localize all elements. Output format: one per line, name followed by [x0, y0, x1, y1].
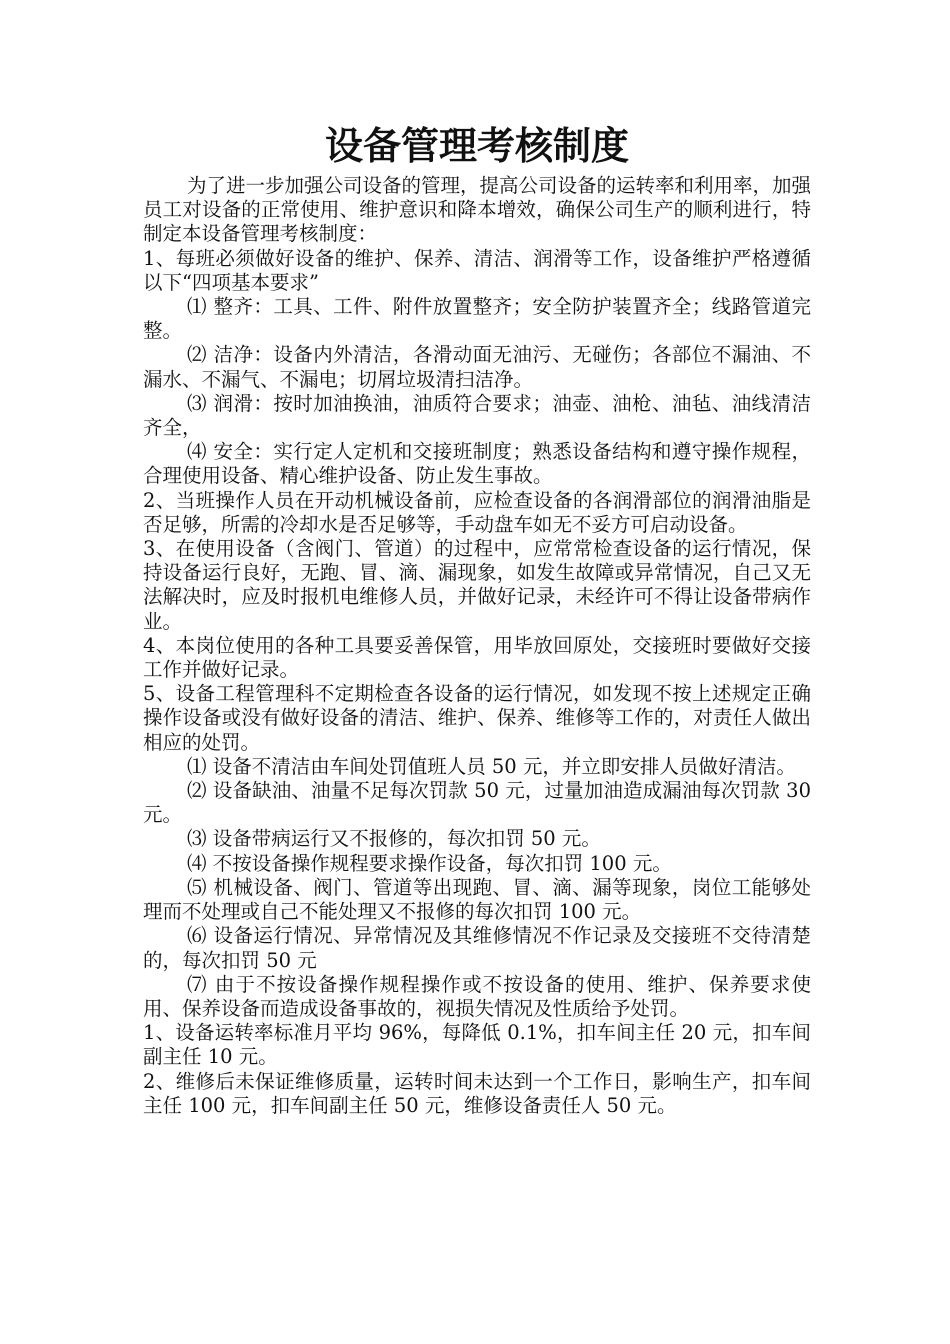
rule-1-paragraph: 1、每班必须做好设备的维护、保养、清洁、润滑等工作，设备维护严格遵循以下“四项基本要求” [143, 246, 811, 294]
requirement-2-paragraph: ⑵ 洁净：设备内外清洁，各滑动面无油污、无碰伤；各部位不漏油、不漏水、不漏气、不漏电；切屑垃圾清扫洁净。 [143, 343, 811, 391]
intro-paragraph: 为了进一步加强公司设备的管理，提高公司设备的运转率和利用率，加强员工对设备的正常使用、维护意识和降本增效，确保公司生产的顺利进行，特制定本设备管理考核制度： [143, 174, 812, 246]
maintenance-quality-paragraph: 2、维修后未保证维修质量，运转时间未达到一个工作日，影响生产，扣车间主任 100 元，扣车间副主任 50 元，维修设备责任人 50 元。 [143, 1069, 811, 1117]
penalty-6-paragraph: ⑹ 设备运行情况、异常情况及其维修情况不作记录及交接班不交待清楚的，每次扣罚 50 元 [143, 924, 811, 972]
rule-4-paragraph: 4、本岗位使用的各种工具要妥善保管，用毕放回原处，交接班时要做好交接工作并做好记录。 [143, 633, 811, 682]
requirement-3-paragraph: ⑶ 润滑：按时加油换油，油质符合要求；油壶、油枪、油毡、油线清洁齐全， [143, 391, 811, 440]
penalty-3-paragraph: ⑶ 设备带病运行又不报修的，每次扣罚 50 元。 [187, 827, 601, 851]
rule-5-paragraph: 5、设备工程管理科不定期检查各设备的运行情况，如发现不按上述规定正确操作设备或没有做好设备的清洁、维护、保养、维修等工作的，对责任人做出相应的处罚。 [143, 682, 811, 754]
penalty-1-paragraph: ⑴ 设备不清洁由车间处罚值班人员 50 元，并立即安排人员做好清洁。 [187, 754, 796, 778]
penalty-5-paragraph: ⑸ 机械设备、阀门、管道等出现跑、冒、滴、漏等现象，岗位工能够处理而不处理或自己不能处理又不报修的每次扣罚 100 元。 [143, 875, 811, 924]
penalty-2-paragraph: ⑵ 设备缺油、油量不足每次罚款 50 元，过量加油造成漏油每次罚款 30 元。 [143, 779, 811, 827]
requirement-1-paragraph: ⑴ 整齐：工具、工件、附件放置整齐；安全防护装置齐全；线路管道完整。 [143, 295, 811, 343]
penalty-4-paragraph: ⑷ 不按设备操作规程要求操作设备，每次扣罚 100 元。 [187, 851, 672, 875]
rule-3-paragraph: 3、在使用设备（含阀门、管道）的过程中，应常常检查设备的运行情况，保持设备运行良好，无跑、冒、滴、漏现象，如发生故障或异常情况，自己又无法解决时，应及时报机电维修人员，并做好记录，未经许可不得让设备带病作业。 [143, 537, 811, 633]
penalty-7-paragraph: ⑺ 由于不按设备操作规程操作或不按设备的使用、维护、保养要求使用、保养设备而造成设备事故的，视损失情况及性质给予处罚。 [143, 972, 811, 1020]
document-body [143, 120, 811, 1118]
document-title: 设备管理考核制度 [324, 123, 629, 168]
operation-rate-paragraph: 1、设备运转率标准月平均 96%，每降低 0.1%，扣车间主任 20 元，扣车间副主任 10 元。 [143, 1021, 811, 1069]
requirement-4-paragraph: ⑷ 安全：实行定人定机和交接班制度；熟悉设备结构和遵守操作规程，合理使用设备、精心维护设备、防止发生事故。 [143, 440, 811, 488]
rule-2-paragraph: 2、当班操作人员在开动机械设备前，应检查设备的各润滑部位的润滑油脂是否足够，所需的冷却水是否足够等，手动盘车如无不妥方可启动设备。 [143, 488, 811, 536]
